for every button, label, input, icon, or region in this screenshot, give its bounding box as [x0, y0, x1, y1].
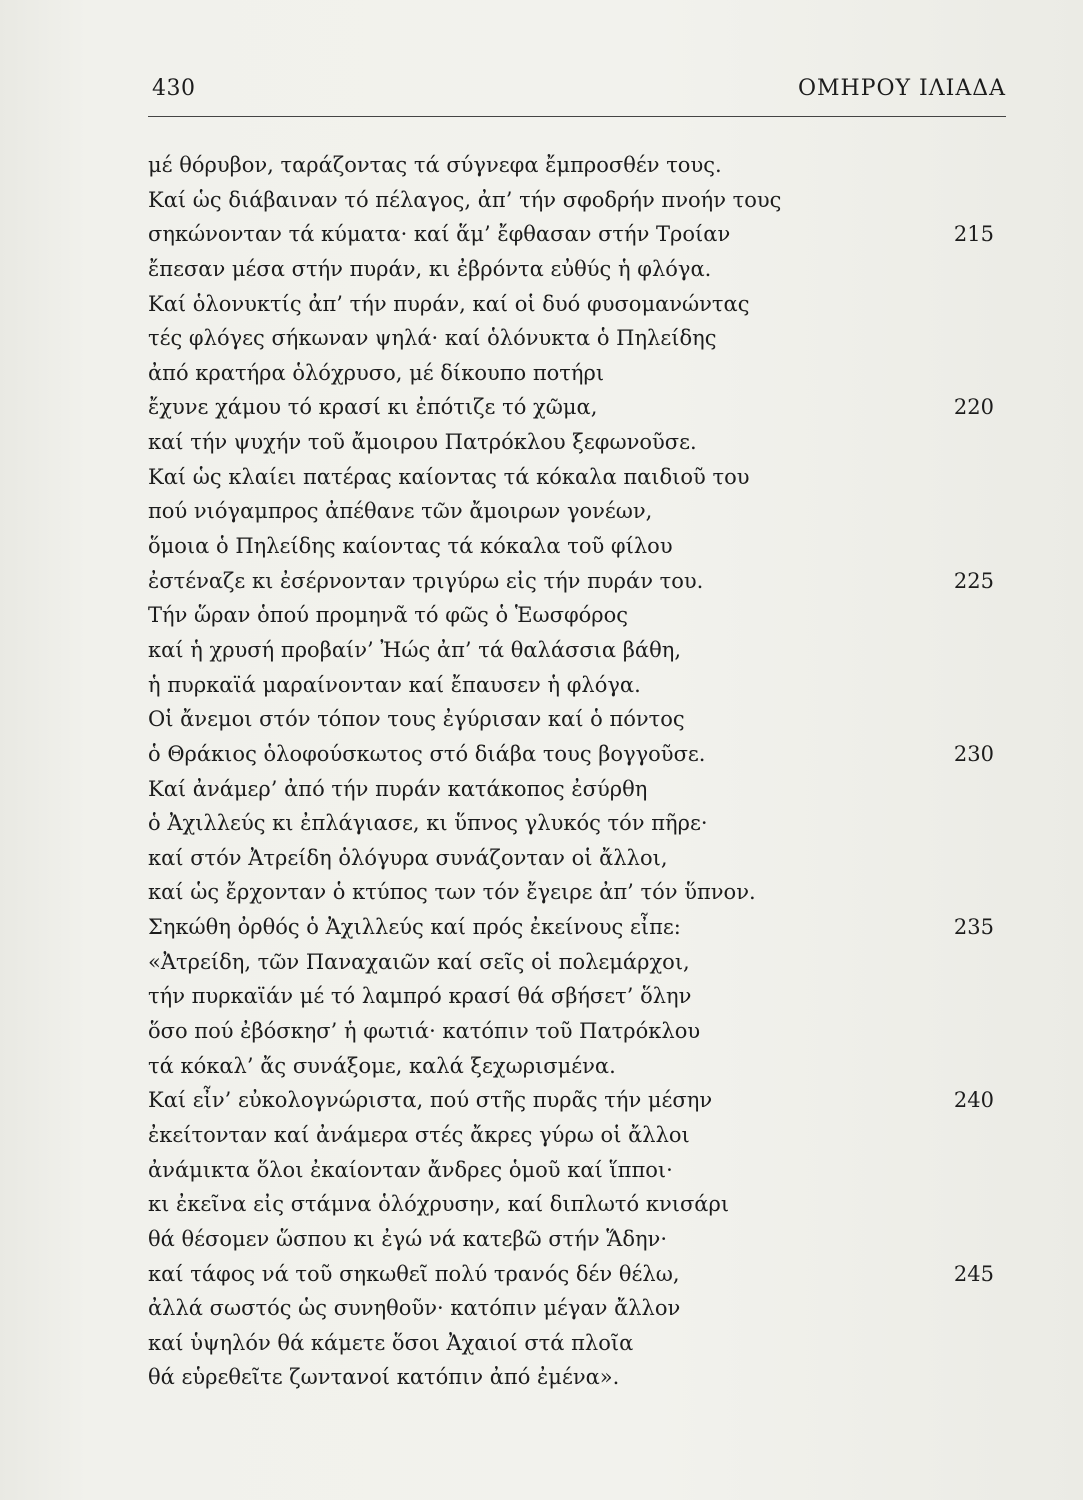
line-number: 230: [953, 741, 994, 766]
verse-text: σηκώνονταν τά κύματα· καί ἅμ’ ἔφθασαν στήν Τροίαν: [148, 222, 731, 247]
verse-line: [148, 287, 1008, 322]
verse-line: [148, 564, 1008, 599]
verse-text: τήν πυρκαϊάν μέ τό λαμπρό κρασί θά σβήσετ’ ὅλην: [148, 984, 692, 1009]
verse-line: [148, 979, 1008, 1014]
verse-text: ὅσο πού ἐβόσκησ’ ἡ φωτιά· κατόπιν τοῦ Πατρόκλου: [148, 1019, 701, 1044]
verse-line: [148, 252, 1008, 287]
verse-text: θά εὑρεθεῖτε ζωντανοί κατόπιν ἀπό ἐμένα».: [148, 1365, 620, 1390]
line-number: 235: [953, 915, 994, 940]
line-number: 240: [953, 1088, 994, 1113]
verse-text: ἡ πυρκαϊά μαραίνονταν καί ἔπαυσεν ἡ φλόγα.: [148, 672, 641, 697]
verse-text: Σηκώθη ὀρθός ὁ Ἀχιλλεύς καί πρός ἐκείνους εἶπε:: [148, 915, 681, 940]
verse-line: [148, 1326, 1008, 1361]
verse-text: ὅμοια ὁ Πηλείδης καίοντας τά κόκαλα τοῦ φίλου: [148, 534, 673, 559]
verse-line: [148, 945, 1008, 980]
verse-text: ἐστέναζε κι ἐσέρνονταν τριγύρω εἰς τήν πυράν του.: [148, 568, 704, 593]
verse-text: τά κόκαλ’ ἄς συνάξομε, καλά ξεχωρισμένα.: [148, 1053, 616, 1078]
verse-text: τές φλόγες σήκωναν ψηλά· καί ὁλόνυκτα ὁ Πηλείδης: [148, 326, 717, 351]
verse-text: ἀπό κρατήρα ὁλόχρυσο, μέ δίκουπο ποτήρι: [148, 360, 605, 385]
verse-text: Τήν ὥραν ὁπού προμηνᾶ τό φῶς ὁ Ἑωσφόρος: [148, 603, 629, 628]
verse-text: καί ὡς ἔρχονταν ὁ κτύπος των τόν ἔγειρε ἀπ’ τόν ὕπνον.: [148, 880, 756, 905]
line-number: 225: [953, 568, 994, 593]
verse-text: θά θέσομεν ὥσπου κι ἐγώ νά κατεβῶ στήν Ἅδην·: [148, 1226, 668, 1251]
verse-text: πού νιόγαμπρος ἀπέθανε τῶν ἄμοιρων γονέων,: [148, 499, 653, 524]
verse-line: [148, 148, 1008, 183]
verse-text: καί τάφος νά τοῦ σηκωθεῖ πολύ τρανός δέν θέλω,: [148, 1261, 680, 1286]
verse-line: [148, 1049, 1008, 1084]
verse-text: ὁ Θράκιος ὁλοφούσκωτος στό διάβα τους βογγοῦσε.: [148, 741, 706, 766]
verse-line: [148, 1257, 1008, 1292]
verse-line: [148, 841, 1008, 876]
verse-line: [148, 494, 1008, 529]
verse-line: [148, 702, 1008, 737]
verse-text: ἔπεσαν μέσα στήν πυράν, κι ἐβρόντα εὐθύς ἡ φλόγα.: [148, 256, 712, 281]
header-rule: [148, 116, 1006, 117]
verse-text: ἀλλά σωστός ὡς συνηθοῦν· κατόπιν μέγαν ἄλλον: [148, 1296, 681, 1321]
verse-text: «Ἀτρείδη, τῶν Παναχαιῶν καί σεῖς οἱ πολεμάρχοι,: [148, 949, 690, 974]
verse-text: Καί ὁλονυκτίς ἀπ’ τήν πυράν, καί οἱ δυό φυσομανώντας: [148, 291, 750, 316]
verse-text: ὁ Ἀχιλλεύς κι ἐπλάγιασε, κι ὕπνος γλυκός τόν πῆρε·: [148, 811, 708, 836]
verse-text: καί ἡ χρυσή προβαίν’ Ἠώς ἀπ’ τά θαλάσσια βάθη,: [148, 637, 681, 662]
page-header: [148, 76, 1008, 106]
verse-text: καί ὑψηλόν θά κάμετε ὅσοι Ἀχαιοί στά πλοῖα: [148, 1330, 634, 1355]
verse-text: Καί εἶν’ εὐκολογνώριστα, πού στῆς πυρᾶς τήν μέσην: [148, 1088, 713, 1113]
verse-line: [148, 633, 1008, 668]
verse-line: [148, 1153, 1008, 1188]
verse-line: [148, 875, 1008, 910]
verse-line: [148, 668, 1008, 703]
verse-line: [148, 1014, 1008, 1049]
verse-line: [148, 1083, 1008, 1118]
verse-text: κι ἐκεῖνα εἰς στάμνα ὁλόχρυσην, καί διπλωτό κνισάρι: [148, 1192, 730, 1217]
verse-line: [148, 1291, 1008, 1326]
line-number: 215: [953, 222, 994, 247]
verse-text: ἀνάμικτα ὅλοι ἐκαίονταν ἄνδρες ὁμοῦ καί ἵπποι·: [148, 1157, 673, 1182]
verse-text: καί στόν Ἀτρείδη ὁλόγυρα συνάζονταν οἱ ἄλλοι,: [148, 845, 668, 870]
verse-line: [148, 356, 1008, 391]
verse-text: Οἱ ἄνεμοι στόν τόπον τους ἐγύρισαν καί ὁ πόντος: [148, 707, 685, 732]
verse-text: Καί ὡς διάβαιναν τό πέλαγος, ἀπ’ τήν σφοδρήν πνοήν τους: [148, 187, 782, 212]
verse-line: [148, 772, 1008, 807]
verse-line: [148, 183, 1008, 218]
verse-text: ἐκείτονταν καί ἀνάμερα στές ἄκρες γύρω οἱ ἄλλοι: [148, 1122, 690, 1147]
verse-line: [148, 321, 1008, 356]
verse-line: [148, 910, 1008, 945]
line-number: 220: [953, 395, 994, 420]
verse-line: [148, 598, 1008, 633]
verse-text: μέ θόρυβον, ταράζοντας τά σύγνεφα ἔμπροσθέν τους.: [148, 153, 722, 177]
verse-line: [148, 1118, 1008, 1153]
line-number: 245: [953, 1261, 994, 1286]
verse-line: [148, 390, 1008, 425]
verse-line: [148, 1187, 1008, 1222]
verse-line: [148, 460, 1008, 495]
verse-list: [148, 148, 1008, 1395]
verse-line: [148, 425, 1008, 460]
running-title: ΟΜΗΡΟΥ ΙΛΙΑΔΑ: [797, 76, 1006, 101]
verse-text: Καί ἀνάμερ’ ἀπό τήν πυράν κατάκοπος ἐσύρθη: [148, 776, 648, 801]
verse-line: [148, 217, 1008, 252]
page-number: 430: [152, 76, 196, 101]
verse-line: [148, 1222, 1008, 1257]
verse-line: [148, 1360, 1008, 1395]
verse-text: καί τήν ψυχήν τοῦ ἄμοιρου Πατρόκλου ξεφωνοῦσε.: [148, 430, 697, 455]
verse-text: ἔχυνε χάμου τό κρασί κι ἐπότιζε τό χῶμα,: [148, 395, 598, 420]
verse-line: [148, 806, 1008, 841]
verse-line: [148, 529, 1008, 564]
verse-text: Καί ὡς κλαίει πατέρας καίοντας τά κόκαλα παιδιοῦ του: [148, 464, 750, 489]
verse-line: [148, 737, 1008, 772]
